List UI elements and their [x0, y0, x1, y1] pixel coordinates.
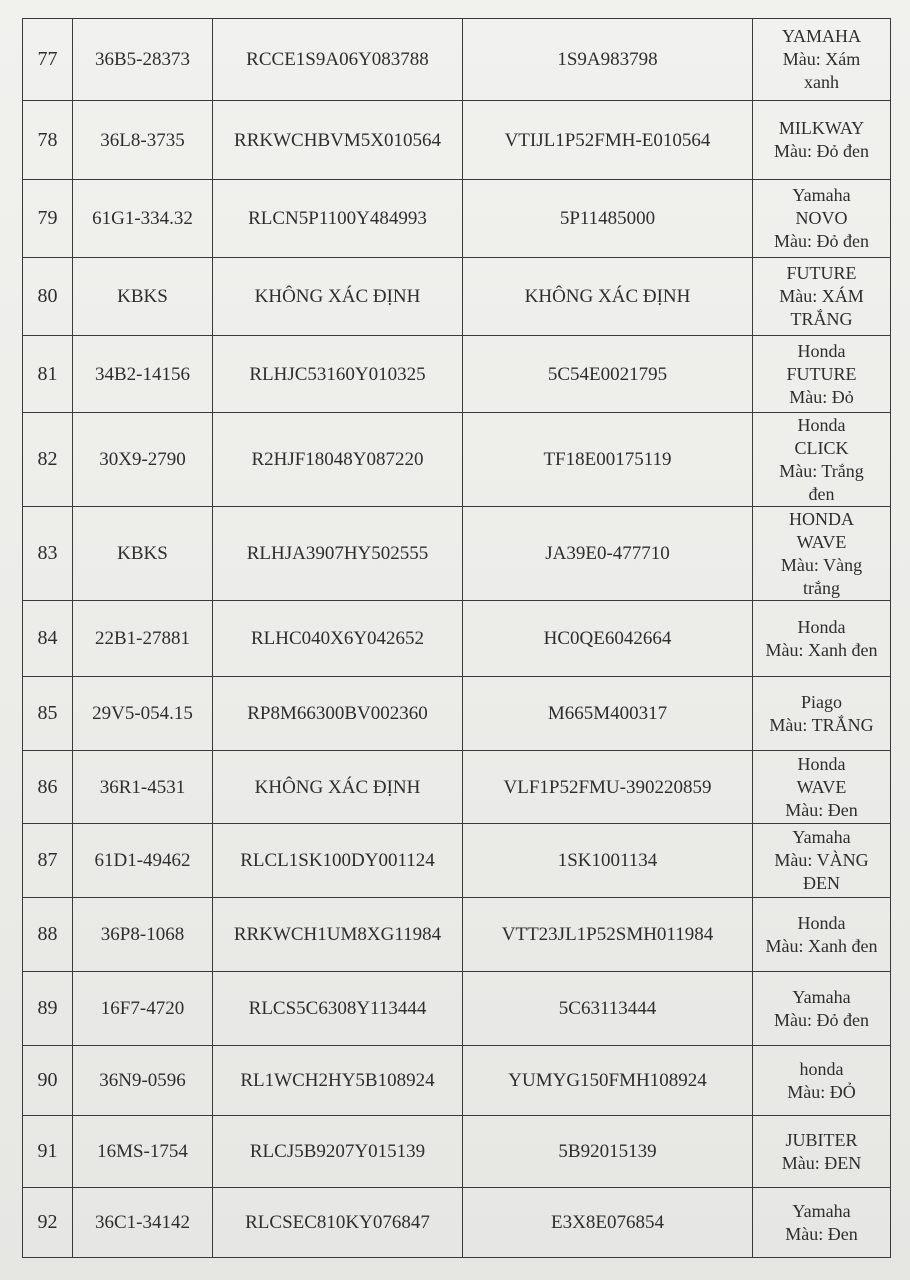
model-line: JUBITER	[785, 1129, 858, 1150]
vehicle-list-table	[22, 18, 891, 1258]
chassis-number: RLHJA3907HY502555	[213, 507, 463, 601]
model-line: CLICK	[794, 437, 849, 458]
chassis-number: RLHJC53160Y010325	[213, 336, 463, 413]
vehicle-model-color	[753, 1116, 891, 1188]
engine-number: 5P11485000	[463, 180, 753, 258]
engine-number: 1S9A983798	[463, 19, 753, 101]
row-number: 78	[23, 101, 73, 180]
engine-number: VLF1P52FMU-390220859	[463, 751, 753, 824]
table-row	[23, 1116, 891, 1188]
vehicle-model-color	[753, 1188, 891, 1258]
row-number: 90	[23, 1046, 73, 1116]
row-number: 89	[23, 972, 73, 1046]
model-line: Yamaha	[792, 1200, 851, 1221]
engine-number: YUMYG150FMH108924	[463, 1046, 753, 1116]
engine-number: 1SK1001134	[463, 824, 753, 898]
model-line: Màu: Xanh đen	[765, 935, 878, 956]
vehicle-model-color	[753, 751, 891, 824]
vehicle-model-color	[753, 824, 891, 898]
table-row	[23, 601, 891, 677]
vehicle-model-color	[753, 972, 891, 1046]
model-line: Honda	[797, 340, 846, 361]
engine-number: M665M400317	[463, 677, 753, 751]
chassis-number: RLCN5P1100Y484993	[213, 180, 463, 258]
license-plate: 34B2-14156	[73, 336, 213, 413]
chassis-number: RRKWCH1UM8XG11984	[213, 898, 463, 972]
model-line: ĐEN	[803, 873, 840, 893]
chassis-number: RCCE1S9A06Y083788	[213, 19, 463, 101]
model-line: Màu: ĐỎ	[787, 1081, 856, 1102]
model-line: Màu: Vàng	[780, 554, 863, 575]
vehicle-model-color	[753, 258, 891, 336]
model-line: honda	[799, 1058, 844, 1079]
model-line: HONDA	[789, 508, 854, 529]
row-number: 84	[23, 601, 73, 677]
model-line: Màu: Xanh đen	[765, 639, 878, 660]
row-number: 91	[23, 1116, 73, 1188]
engine-number: TF18E00175119	[463, 413, 753, 507]
engine-number: 5C54E0021795	[463, 336, 753, 413]
license-plate: 36P8-1068	[73, 898, 213, 972]
engine-number: VTIJL1P52FMH-E010564	[463, 101, 753, 180]
engine-number: HC0QE6042664	[463, 601, 753, 677]
model-line: Màu: VÀNG	[774, 850, 869, 870]
engine-number: 5B92015139	[463, 1116, 753, 1188]
row-number: 88	[23, 898, 73, 972]
model-line: Honda	[797, 616, 846, 637]
table-row	[23, 413, 891, 507]
row-number: 82	[23, 413, 73, 507]
table-row	[23, 898, 891, 972]
row-number: 86	[23, 751, 73, 824]
model-line: xanh	[804, 72, 839, 92]
license-plate: 36R1-4531	[73, 751, 213, 824]
model-line: Yamaha	[792, 827, 851, 847]
table-row	[23, 677, 891, 751]
row-number: 77	[23, 19, 73, 101]
engine-number: E3X8E076854	[463, 1188, 753, 1258]
vehicle-model-color	[753, 507, 891, 601]
chassis-number: RLCL1SK100DY001124	[213, 824, 463, 898]
table-body	[23, 19, 891, 1258]
chassis-number: RLCSEC810KY076847	[213, 1188, 463, 1258]
engine-number: KHÔNG XÁC ĐỊNH	[463, 258, 753, 336]
vehicle-model-color	[753, 677, 891, 751]
model-line: Màu: Đỏ đen	[774, 141, 869, 161]
table-row	[23, 19, 891, 101]
model-line: MILKWAY	[778, 118, 865, 138]
chassis-number: RLCJ5B9207Y015139	[213, 1116, 463, 1188]
table-row	[23, 824, 891, 898]
license-plate: 36B5-28373	[73, 19, 213, 101]
table-row	[23, 751, 891, 824]
engine-number: 5C63113444	[463, 972, 753, 1046]
model-line: Màu: Xám	[782, 49, 861, 69]
license-plate: 36N9-0596	[73, 1046, 213, 1116]
row-number: 92	[23, 1188, 73, 1258]
model-line: Màu: Đen	[785, 799, 858, 820]
row-number: 80	[23, 258, 73, 336]
model-line: Honda	[797, 753, 846, 774]
table-row	[23, 972, 891, 1046]
chassis-number: RLCS5C6308Y113444	[213, 972, 463, 1046]
chassis-number: KHÔNG XÁC ĐỊNH	[213, 751, 463, 824]
chassis-number: RP8M66300BV002360	[213, 677, 463, 751]
table-row	[23, 258, 891, 336]
license-plate: 36C1-34142	[73, 1188, 213, 1258]
model-line: FUTURE	[786, 263, 857, 283]
vehicle-model-color	[753, 898, 891, 972]
license-plate: KBKS	[73, 507, 213, 601]
vehicle-model-color	[753, 601, 891, 677]
row-number: 85	[23, 677, 73, 751]
model-line: NOVO	[795, 208, 848, 228]
license-plate: 61G1-334.32	[73, 180, 213, 258]
vehicle-model-color	[753, 1046, 891, 1116]
chassis-number: RLHC040X6Y042652	[213, 601, 463, 677]
license-plate: 29V5-054.15	[73, 677, 213, 751]
model-line: Màu: ĐEN	[781, 1152, 862, 1173]
license-plate: 36L8-3735	[73, 101, 213, 180]
model-line: Màu: Đen	[785, 1223, 858, 1244]
model-line: Honda	[797, 912, 846, 933]
model-line: Màu: Trắng	[779, 460, 864, 481]
chassis-number: RL1WCH2HY5B108924	[213, 1046, 463, 1116]
model-line: WAVE	[796, 531, 847, 552]
table-row	[23, 1046, 891, 1116]
model-line: Yamaha	[792, 986, 851, 1007]
chassis-number: RRKWCHBVM5X010564	[213, 101, 463, 180]
table-row	[23, 336, 891, 413]
model-line: đen	[808, 483, 835, 504]
engine-number: JA39E0-477710	[463, 507, 753, 601]
vehicle-model-color	[753, 180, 891, 258]
row-number: 81	[23, 336, 73, 413]
model-line: Yamaha	[792, 185, 851, 205]
model-line: FUTURE	[786, 363, 857, 384]
table-row	[23, 1188, 891, 1258]
row-number: 79	[23, 180, 73, 258]
model-line: Màu: Đỏ đen	[774, 1009, 869, 1030]
license-plate: 22B1-27881	[73, 601, 213, 677]
engine-number: VTT23JL1P52SMH011984	[463, 898, 753, 972]
license-plate: KBKS	[73, 258, 213, 336]
license-plate: 16F7-4720	[73, 972, 213, 1046]
license-plate: 61D1-49462	[73, 824, 213, 898]
model-line: Màu: TRẮNG	[769, 714, 874, 735]
vehicle-model-color	[753, 413, 891, 507]
model-line: YAMAHA	[781, 26, 861, 46]
row-number: 87	[23, 824, 73, 898]
table-row	[23, 507, 891, 601]
license-plate: 30X9-2790	[73, 413, 213, 507]
model-line: TRẮNG	[790, 309, 853, 329]
row-number: 83	[23, 507, 73, 601]
vehicle-model-color	[753, 336, 891, 413]
model-line: WAVE	[796, 776, 847, 797]
chassis-number: R2HJF18048Y087220	[213, 413, 463, 507]
vehicle-model-color	[753, 101, 891, 180]
model-line: Màu: Đỏ đen	[774, 231, 869, 251]
license-plate: 16MS-1754	[73, 1116, 213, 1188]
chassis-number: KHÔNG XÁC ĐỊNH	[213, 258, 463, 336]
table-row	[23, 180, 891, 258]
vehicle-model-color	[753, 19, 891, 101]
model-line: Honda	[797, 414, 846, 435]
model-line: trắng	[803, 577, 840, 598]
model-line: Màu: XÁM	[779, 286, 864, 306]
table-row	[23, 101, 891, 180]
model-line: Piago	[800, 691, 842, 712]
model-line: Màu: Đỏ	[789, 386, 854, 407]
